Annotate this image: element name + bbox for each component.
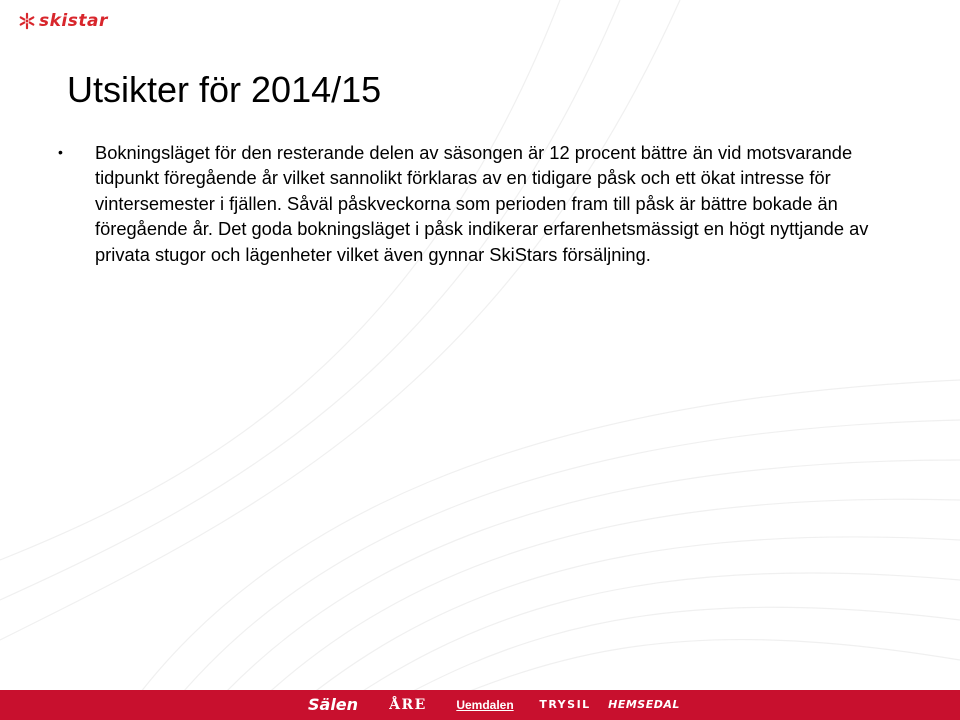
destination-are: ÅRE (389, 697, 427, 713)
logo-wordmark: skistar (39, 11, 108, 31)
skistar-logo (18, 12, 108, 30)
bullet-item (58, 140, 888, 267)
snowflake-icon (18, 12, 36, 30)
destination-trysil: TRYSIL (539, 698, 591, 711)
bullet-text: Bokningsläget för den resterande delen av säsongen är 12 procent bättre än vid motsvarande tidpunkt föregående år vilket sannolikt förklaras av en tidigare påsk och ett ökat intresse för vintersemester i fjällen. Såväl påskveckorna som perioden fram till påsk är bättre bokade än föregående år. Det goda bokningsläget i påsk indikerar erfarenhetsmässigt en högt nyttjande av privata stugor och lägenheter vilket även gynnar SkiStars försäljning. (95, 142, 869, 265)
footer-bar (0, 690, 960, 720)
slide-title: Utsikter för 2014/15 (67, 69, 382, 110)
bullet-marker: • (58, 144, 63, 160)
destination-logos (300, 690, 684, 720)
destination-vemdalen: Uemdalen (456, 698, 514, 712)
destination-hemsedal: HEMSEDAL (608, 698, 680, 711)
destination-salen: Sälen (308, 695, 359, 714)
bullet-list (58, 140, 888, 267)
